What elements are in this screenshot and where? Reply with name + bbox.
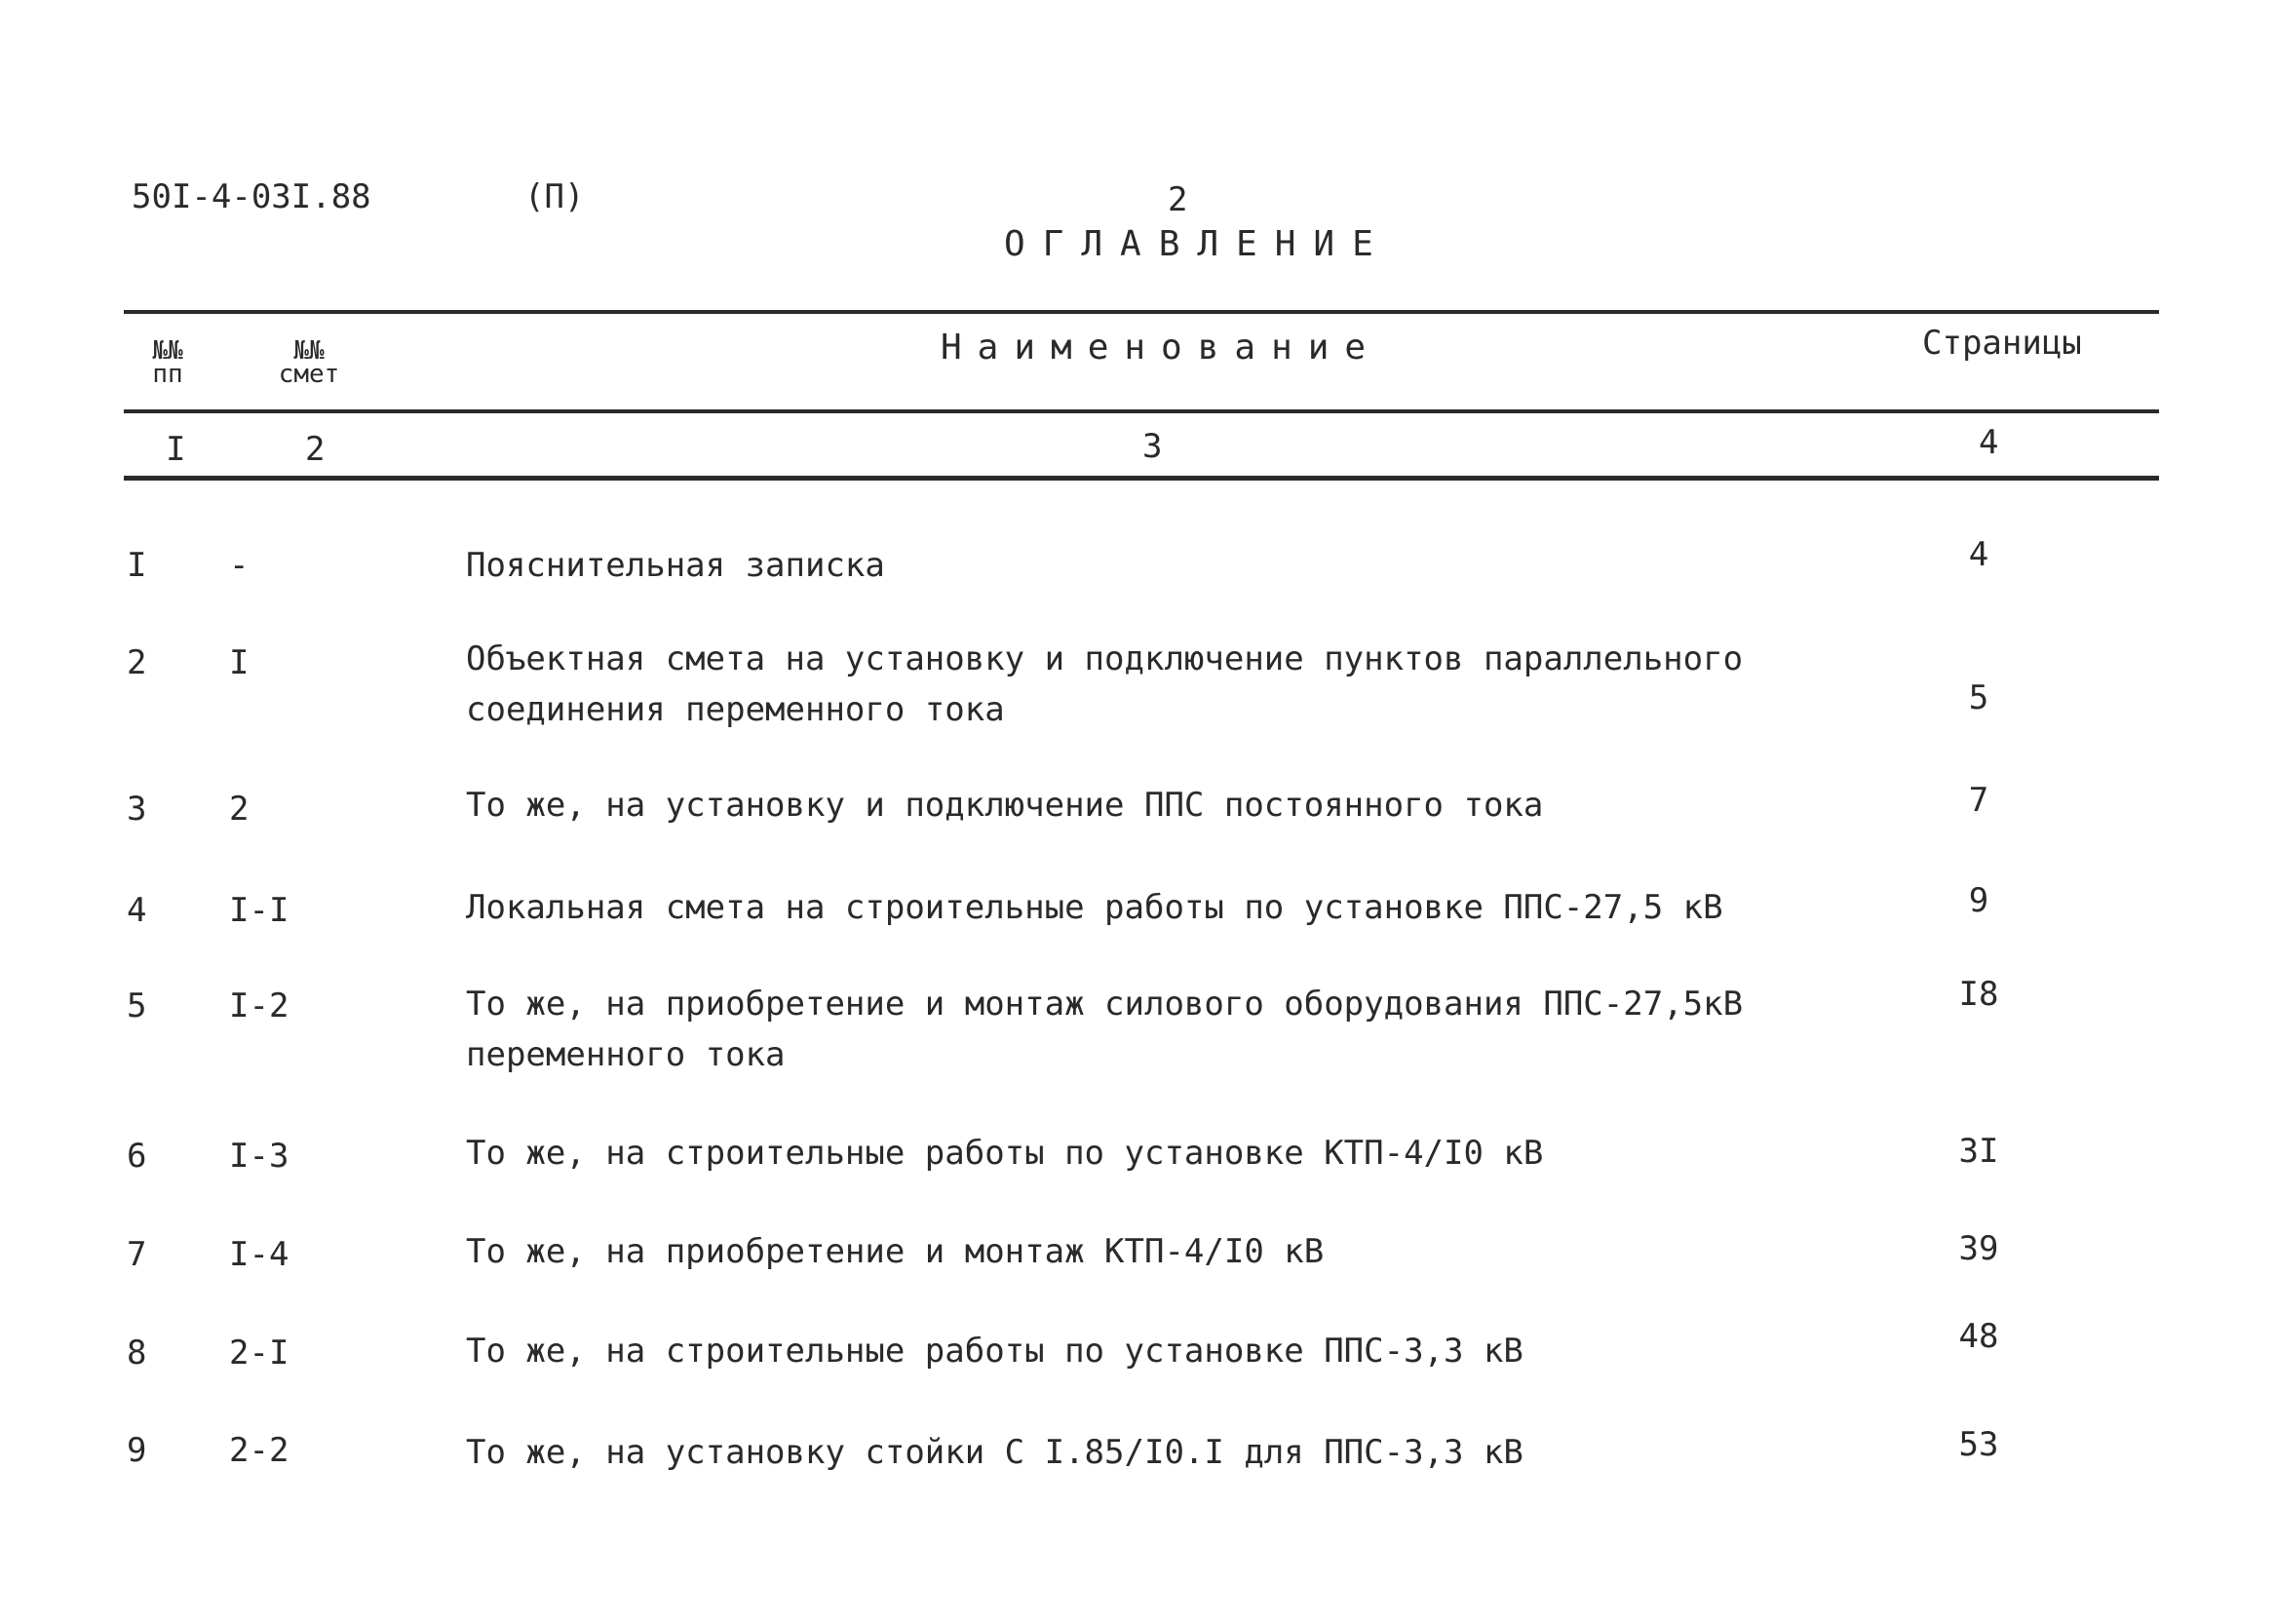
row-number: 6 xyxy=(127,1137,147,1176)
row-name: Пояснительная записка xyxy=(466,546,885,585)
column-number-4: 4 xyxy=(1979,423,1999,462)
row-name: Локальная смета на строительные работы по установке ППС-27,5 кВ xyxy=(466,888,1723,927)
row-page: 3I xyxy=(1958,1132,1999,1171)
row-page: 5 xyxy=(1968,678,1989,717)
column-header-item-number: №№ пп xyxy=(152,336,183,389)
column-header-estimate-number: №№ смет xyxy=(278,336,340,389)
row-page: 48 xyxy=(1958,1317,1999,1356)
row-estimate: 2 xyxy=(229,790,250,829)
row-estimate: I-I xyxy=(229,891,289,930)
row-estimate: I-2 xyxy=(229,986,289,1025)
row-estimate: I-3 xyxy=(229,1137,289,1176)
row-number: 5 xyxy=(127,986,147,1025)
row-page: 9 xyxy=(1968,881,1989,920)
row-name: То же, на строительные работы по установке ППС-3,3 кВ xyxy=(466,1332,1523,1371)
row-estimate: - xyxy=(229,546,250,585)
row-number: 8 xyxy=(127,1334,147,1373)
row-name: Объектная смета на установку и подключение пунктов параллельного соединения переменного тока xyxy=(466,639,1744,729)
table-header-rule xyxy=(124,409,2159,413)
page-title: ОГЛАВЛЕНИЕ xyxy=(1004,224,1391,264)
row-number: I xyxy=(127,546,147,585)
row-number: 9 xyxy=(127,1431,147,1470)
column-number-2: 2 xyxy=(305,430,326,469)
row-page: 4 xyxy=(1968,535,1989,574)
table-top-rule xyxy=(124,310,2159,314)
row-page: 53 xyxy=(1958,1425,1999,1464)
row-estimate: 2-2 xyxy=(229,1431,289,1470)
row-page: 39 xyxy=(1958,1229,1999,1268)
row-number: 4 xyxy=(127,891,147,930)
row-name: То же, на установку и подключение ППС постоянного тока xyxy=(466,786,1544,825)
row-page: 7 xyxy=(1968,781,1989,820)
column-number-3: 3 xyxy=(1142,427,1163,466)
row-name: То же, на строительные работы по установке КТП-4/I0 кВ xyxy=(466,1134,1544,1173)
page-number: 2 xyxy=(1168,180,1188,219)
document-part: (П) xyxy=(524,177,585,216)
row-page: I8 xyxy=(1958,975,1999,1014)
row-estimate: I xyxy=(229,643,250,682)
document-code: 50I-4-03I.88 xyxy=(132,177,371,216)
row-estimate: I-4 xyxy=(229,1235,289,1274)
row-number: 7 xyxy=(127,1235,147,1274)
column-header-pages: Страницы xyxy=(1922,324,2082,363)
row-number: 2 xyxy=(127,643,147,682)
column-header-name: Наименование xyxy=(941,328,1382,367)
column-number-1: I xyxy=(166,430,186,469)
row-name: То же, на установку стойки С I.85/I0.I для ППС-3,3 кВ xyxy=(466,1433,1523,1472)
row-estimate: 2-I xyxy=(229,1334,289,1373)
table-numbers-rule xyxy=(124,476,2159,481)
row-name: То же, на приобретение и монтаж силового оборудования ППС-27,5кВ переменного тока xyxy=(466,985,1744,1074)
row-name: То же, на приобретение и монтаж КТП-4/I0 кВ xyxy=(466,1232,1325,1271)
row-number: 3 xyxy=(127,790,147,829)
